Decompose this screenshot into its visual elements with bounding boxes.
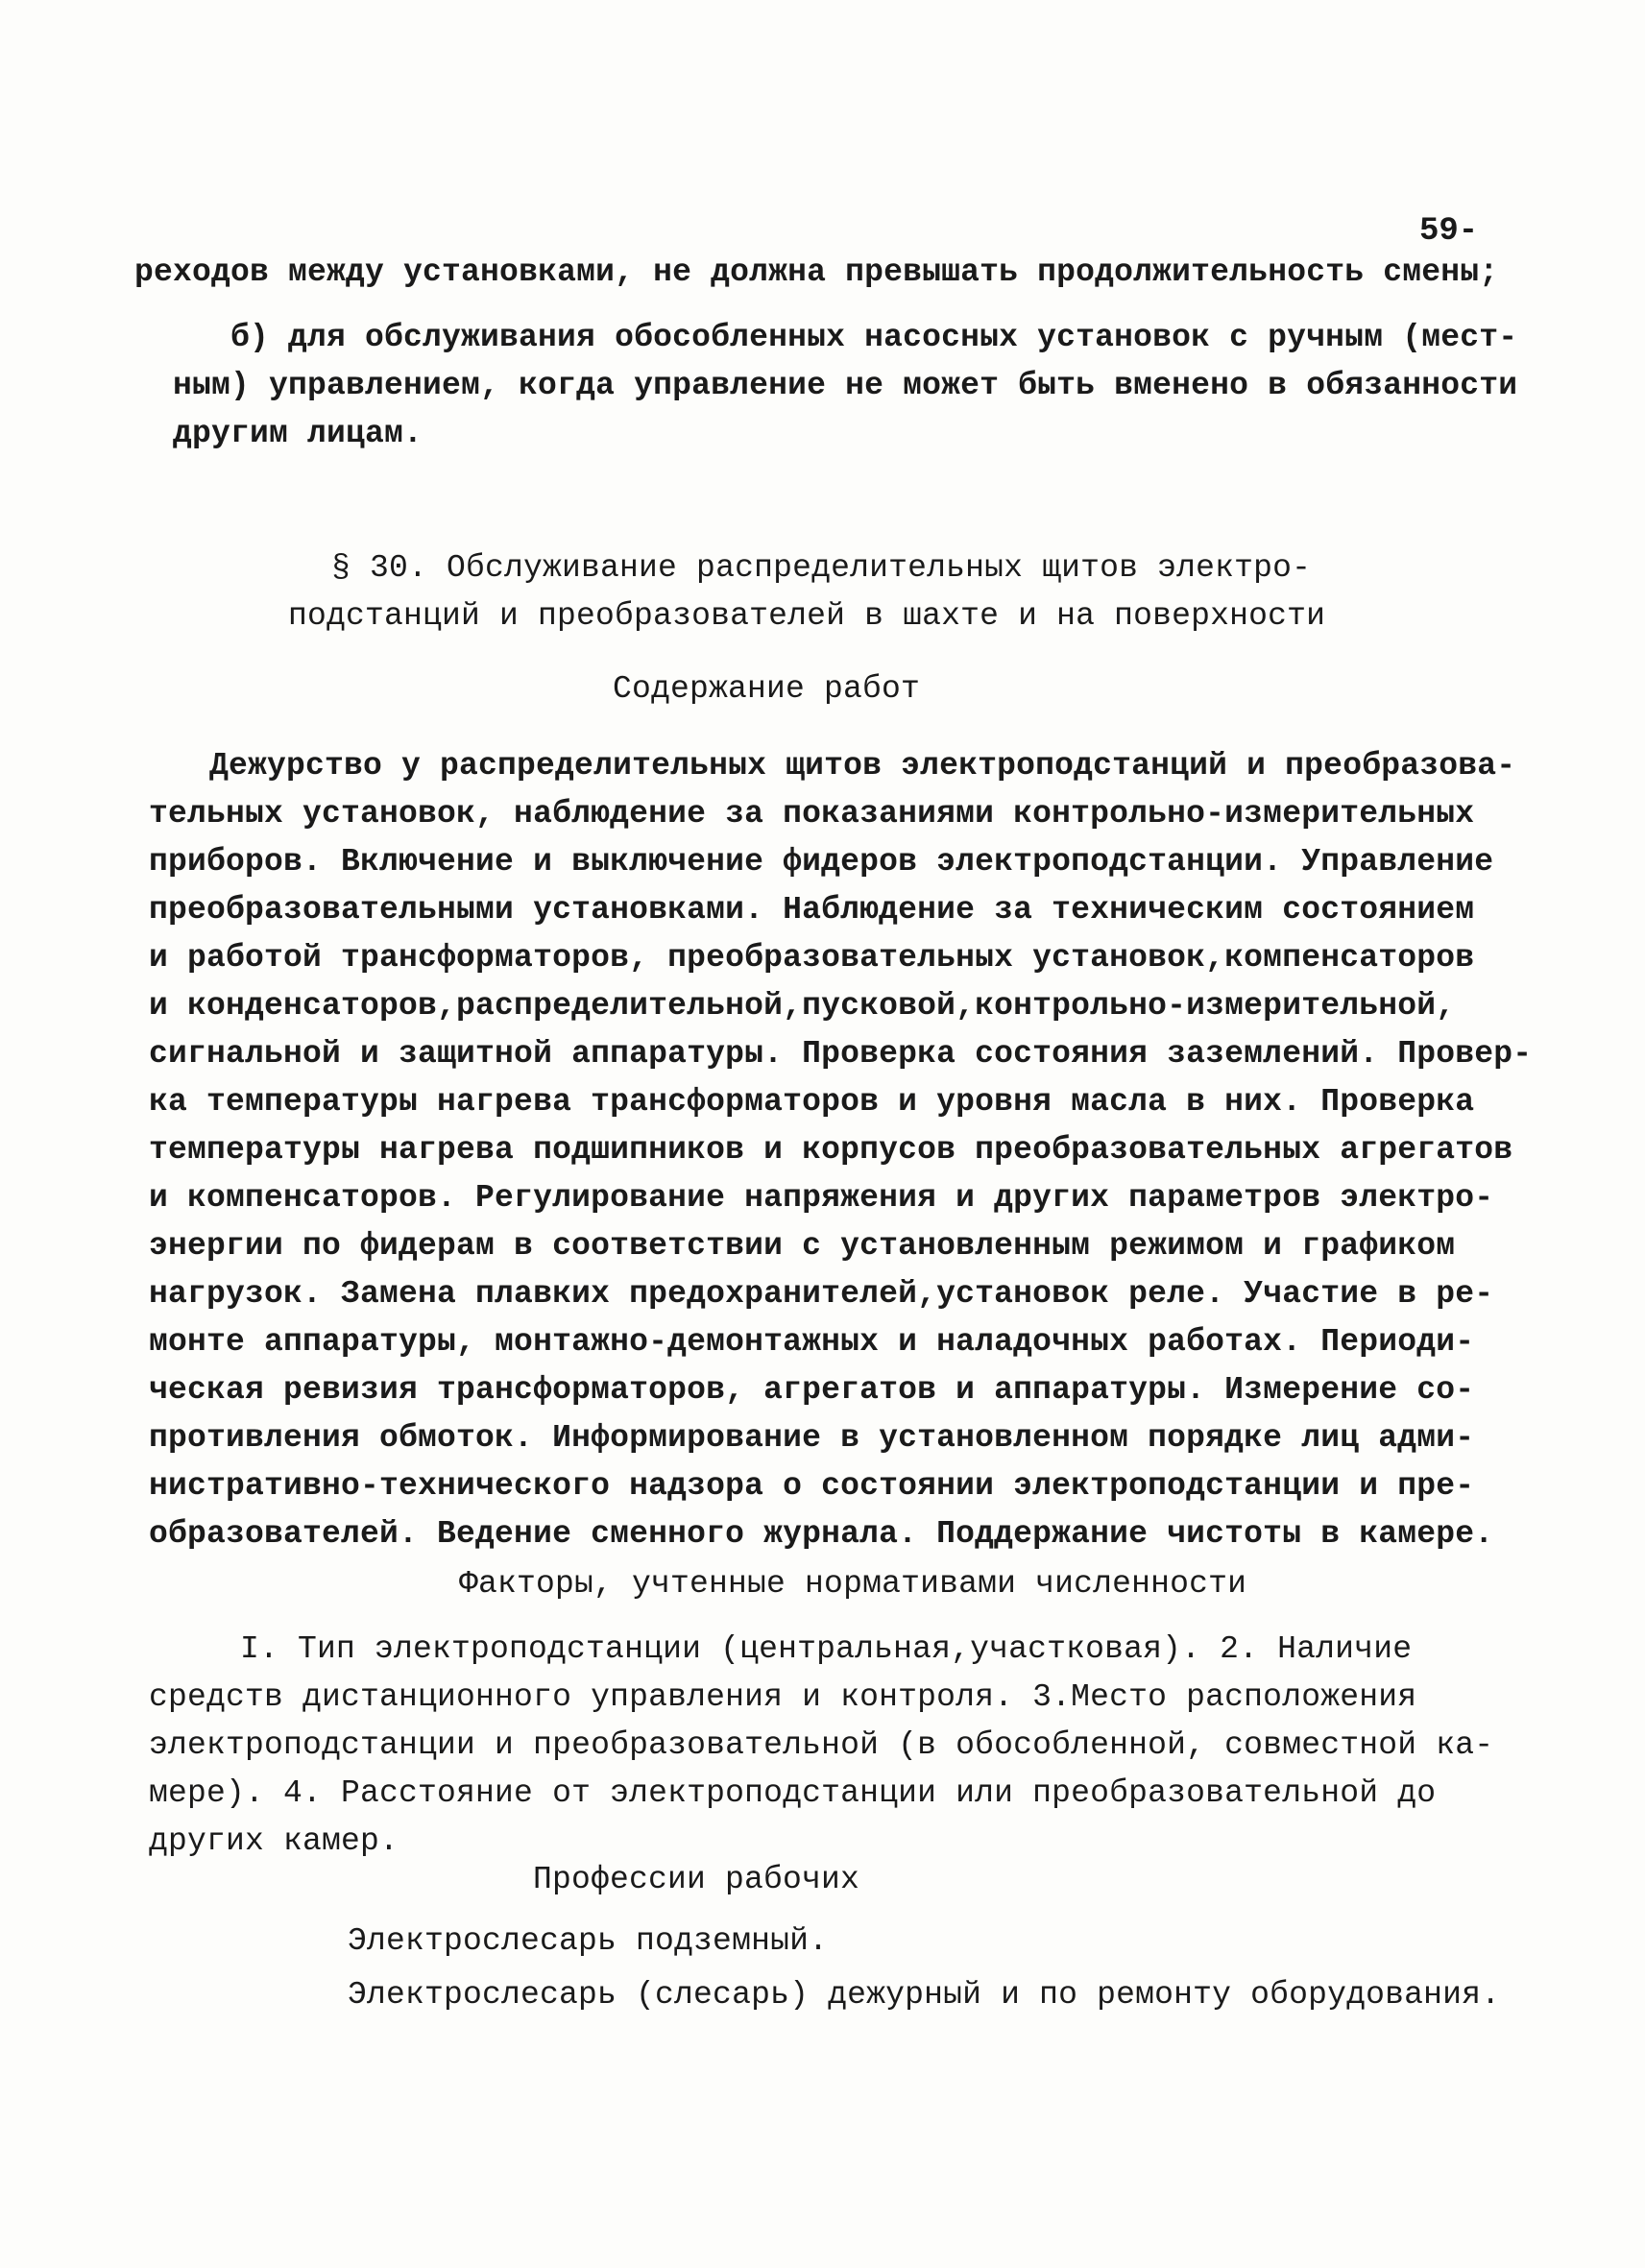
- section-title-line-1: § 30. Обслуживание распределительных щитов электро-: [331, 550, 1312, 586]
- profession-item: Электрослесарь подземный.: [348, 1923, 829, 1959]
- work-content-line: сигнальной и защитной аппаратуры. Проверка состояния заземлений. Провер-: [149, 1036, 1533, 1072]
- work-content-heading: Содержание работ: [613, 671, 921, 707]
- factors-line: средств дистанционного управления и контроля. 3.Место расположения: [149, 1679, 1417, 1715]
- profession-item: Электрослесарь (слесарь) дежурный и по ремонту оборудования.: [348, 1977, 1501, 2013]
- professions-heading: Профессии рабочих: [533, 1862, 860, 1897]
- section-title-line-2: подстанций и преобразователей в шахте и на поверхности: [288, 598, 1326, 634]
- work-content-line: нистративно-технического надзора о состоянии электроподстанции и пре-: [149, 1468, 1475, 1504]
- work-content-line: Дежурство у распределительных щитов электроподстанций и преобразова-: [209, 748, 1516, 784]
- page-number: 59-: [1419, 213, 1479, 250]
- work-content-line: образователей. Ведение сменного журнала. Поддержание чистоты в камере.: [149, 1516, 1494, 1552]
- work-content-line: ка температуры нагрева трансформаторов и уровня масла в них. Проверка: [149, 1084, 1475, 1120]
- work-content-line: температуры нагрева подшипников и корпусов преобразовательных агрегатов: [149, 1132, 1513, 1168]
- work-content-line: преобразовательными установками. Наблюдение за техническим состоянием: [149, 892, 1475, 928]
- work-content-line: и конденсаторов,распределительной,пусковой,контрольно-измерительной,: [149, 988, 1456, 1024]
- work-content-line: монте аппаратуры, монтажно-демонтажных и наладочных работах. Периоди-: [149, 1324, 1475, 1360]
- factors-line: мере). 4. Расстояние от электроподстанции или преобразовательной до: [149, 1775, 1437, 1811]
- factors-line: I. Тип электроподстанции (центральная,участковая). 2. Наличие: [240, 1631, 1413, 1667]
- item-b-line-1: б) для обслуживания обособленных насосных установок с ручным (мест-: [230, 320, 1518, 355]
- work-content-line: и компенсаторов. Регулирование напряжения и других параметров электро-: [149, 1180, 1494, 1216]
- factors-line: других камер.: [149, 1823, 399, 1859]
- work-content-line: нагрузок. Замена плавких предохранителей,установок реле. Участие в ре-: [149, 1276, 1494, 1312]
- factors-heading: Факторы, учтенные нормативами численности: [459, 1566, 1247, 1602]
- item-b-line-3: другим лицам.: [173, 416, 423, 451]
- work-content-line: ческая ревизия трансформаторов, агрегатов и аппаратуры. Измерение со-: [149, 1372, 1475, 1408]
- factors-line: электроподстанции и преобразовательной (в обособленной, совместной ка-: [149, 1727, 1494, 1763]
- work-content-line: противления обмоток. Информирование в установленном порядке лиц адми-: [149, 1420, 1475, 1456]
- work-content-line: энергии по фидерам в соответствии с установленным режимом и графиком: [149, 1228, 1456, 1264]
- work-content-line: тельных установок, наблюдение за показаниями контрольно-измерительных: [149, 796, 1475, 832]
- work-content-line: и работой трансформаторов, преобразовательных установок,компенсаторов: [149, 940, 1475, 976]
- work-content-line: приборов. Включение и выключение фидеров электроподстанции. Управление: [149, 844, 1494, 880]
- intro-line-1: реходов между установками, не должна превышать продолжительность смены;: [134, 254, 1499, 290]
- item-b-line-2: ным) управлением, когда управление не может быть вменено в обязанности: [173, 368, 1518, 403]
